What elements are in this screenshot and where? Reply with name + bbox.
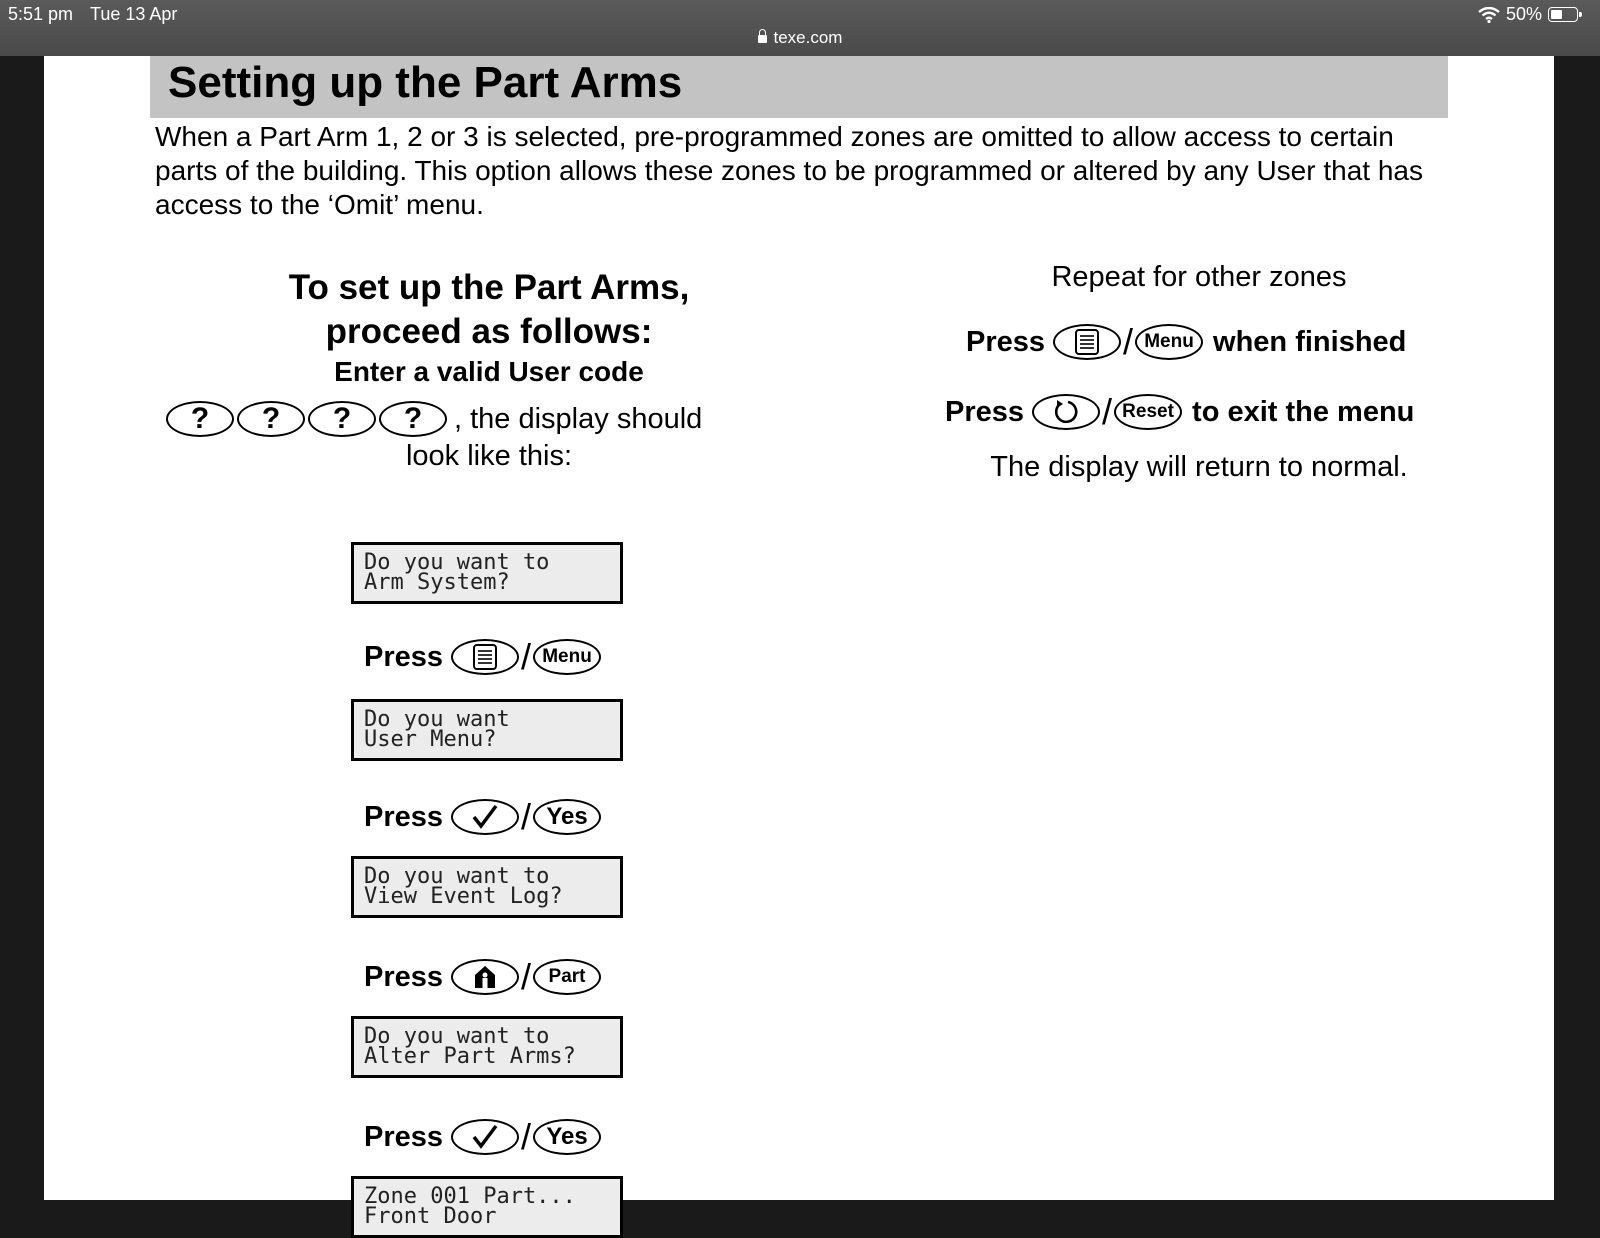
heading-line-1: To set up the Part Arms, <box>288 268 690 307</box>
document-page <box>44 56 1554 1229</box>
lcd-display-arm-system: Do you want to Arm System? <box>351 542 623 604</box>
part-key: Part <box>533 959 601 995</box>
status-right <box>1478 4 1578 25</box>
status-bar <box>0 0 1600 56</box>
status-date: Tue 13 Apr <box>90 4 178 24</box>
slash: / <box>521 956 532 997</box>
steps-heading <box>154 266 824 354</box>
display-should-text: , the display should <box>454 402 703 435</box>
page-title: Setting up the Part Arms <box>168 58 683 107</box>
code-key: ? <box>166 401 234 437</box>
menu-list-icon <box>451 639 519 675</box>
menu-list-icon <box>1053 324 1121 360</box>
slash: / <box>1123 321 1134 362</box>
press-label: Press <box>966 325 1046 358</box>
press-reset-exit <box>945 391 1414 433</box>
yes-key: Yes <box>533 799 601 835</box>
return-normal-text: The display will return to normal. <box>990 451 1408 483</box>
slash: / <box>521 636 532 677</box>
lcd-display-event-log: Do you want to View Event Log? <box>351 856 623 918</box>
user-code-row <box>166 401 702 437</box>
repeat-text: Repeat for other zones <box>1051 261 1347 293</box>
reset-key: Reset <box>1114 394 1182 430</box>
subheading: Enter a valid User code <box>334 356 644 387</box>
slash: / <box>1102 391 1113 432</box>
look-like-text: look like this: <box>405 440 572 472</box>
press-part-step <box>364 956 601 998</box>
battery-icon <box>1548 7 1578 22</box>
press-yes-step-2 <box>364 1116 601 1158</box>
press-label: Press <box>364 1120 444 1153</box>
press-label: Press <box>945 395 1025 428</box>
battery-percent: 50% <box>1505 4 1542 24</box>
menu-key: Menu <box>533 639 601 675</box>
intro-paragraph: When a Part Arm 1, 2 or 3 is selected, pre-programmed zones are omitted to allow access to certain parts of the building. This option allows these zones to be programmed or altered by any User that has access to the ‘Omit’ menu. <box>155 121 1423 220</box>
check-icon <box>451 1119 519 1155</box>
check-icon <box>451 799 519 835</box>
press-label: Press <box>364 640 444 673</box>
battery-fill <box>1551 10 1562 19</box>
code-key: ? <box>379 401 447 437</box>
menu-key: Menu <box>1135 324 1203 360</box>
press-label: Press <box>364 960 444 993</box>
lock-icon <box>758 35 767 43</box>
slash: / <box>521 796 532 837</box>
url-text[interactable]: texe.com <box>773 28 843 47</box>
heading-line-2: proceed as follows: <box>325 312 653 351</box>
code-key: ? <box>237 401 305 437</box>
exit-menu-text: to exit the menu <box>1192 395 1415 428</box>
press-yes-step <box>364 796 601 838</box>
lcd-display-alter-part-arms: Do you want to Alter Part Arms? <box>351 1016 623 1078</box>
lcd-display-user-menu: Do you want User Menu? <box>351 699 623 761</box>
yes-key: Yes <box>533 1119 601 1155</box>
code-key: ? <box>308 401 376 437</box>
part-house-icon <box>451 959 519 995</box>
lcd-display-zone: Zone 001 Part... Front Door <box>351 1176 623 1238</box>
wifi-icon <box>1478 7 1500 23</box>
address-bar[interactable] <box>0 28 1600 48</box>
press-label: Press <box>364 800 444 833</box>
reset-arrow-icon <box>1032 394 1100 430</box>
press-menu-finished <box>966 321 1406 363</box>
slash: / <box>521 1116 532 1157</box>
status-time: 5:51 pm <box>8 4 74 24</box>
press-menu-step <box>364 636 601 678</box>
when-finished-text: when finished <box>1213 325 1407 358</box>
